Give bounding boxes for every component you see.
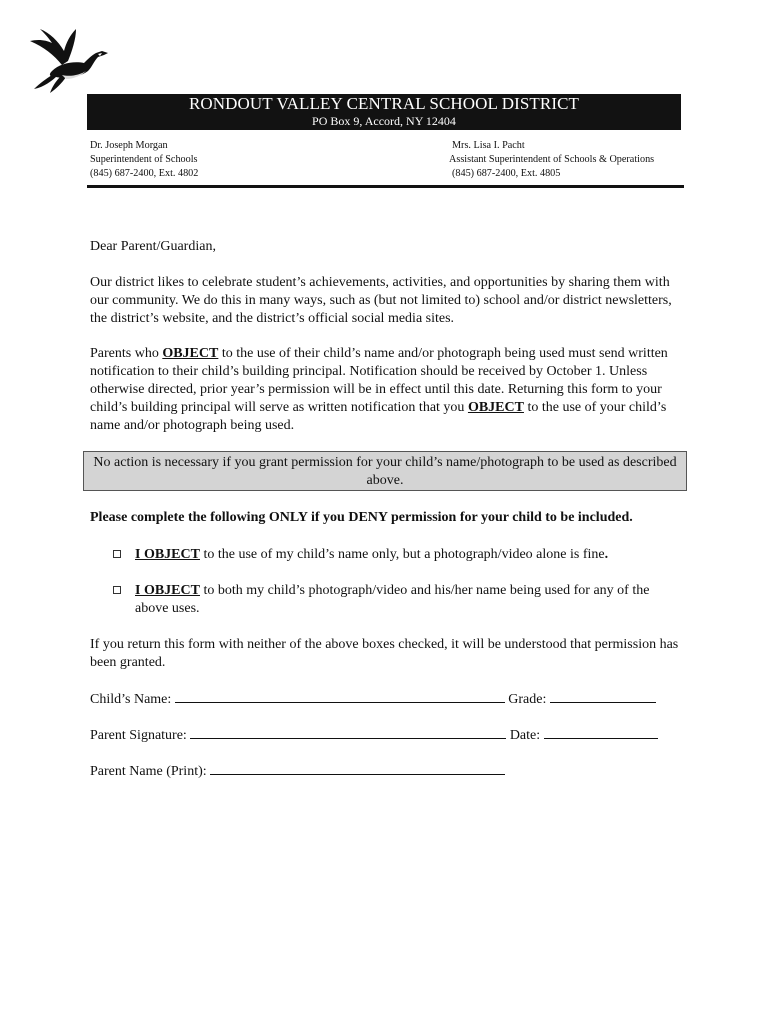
goose-logo [22,25,110,95]
date-label: Date: [506,728,544,743]
parent-name-line[interactable] [210,762,505,775]
grade-line[interactable] [550,690,656,703]
contact-name: Dr. Joseph Morgan [90,140,168,151]
header-divider [87,185,684,188]
contact-name: Mrs. Lisa I. Pacht [452,140,525,151]
objection-text-c: to the use of your child’s name and/or photograph being used. [90,399,667,433]
option2-text: to both my child’s photograph/video and his/her name being used for any of the above uses. [135,583,650,616]
grade-label: Grade: [504,692,550,707]
contact-title: Superintendent of Schools [90,154,198,165]
no-action-notice: No action is necessary if you grant permission for your child’s name/photograph to be used as described above. [83,451,687,491]
contact-title: Assistant Superintendent of Schools & Operations [449,154,655,165]
closing-text: If you return this form with neither of the above boxes checked, it will be understood that permission has been granted. [90,637,679,670]
objection-text-b: to the use of their child’s name and/or photograph being used must send written notification to their child’s building principal. Notification should be received by October 1. Unless otherwise directed, prior year’s permission will be in effect until this date. Returning this form to your child’s building principal will serve as written notification that you [90,346,668,415]
parent-signature-row [90,726,658,744]
child-name-row [90,690,656,708]
objection-text-a: Parents who [90,346,163,361]
parent-name-row [90,762,505,780]
parent-signature-label: Parent Signature: [90,728,191,743]
checkbox-photo-and-name[interactable] [113,586,121,594]
option1-text: to the use of my child’s name only, but a photograph/video alone is fine [199,547,605,562]
parent-name-label: Parent Name (Print): [90,764,211,779]
deny-heading: Please complete the following ONLY if you DENY permission for your child to be included. [90,510,633,525]
contact-phone: (845) 687-2400, Ext. 4802 [90,168,199,179]
closing-paragraph [90,636,680,672]
object-emphasis: OBJECT [467,399,524,415]
objection-paragraph [90,345,680,435]
assistant-superintendent-contact [449,139,654,181]
district-address: PO Box 9, Accord, NY 12404 [312,114,456,128]
contact-phone: (845) 687-2400, Ext. 4805 [452,168,561,179]
parent-signature-line[interactable] [190,726,506,739]
option2-label: I OBJECT [135,583,200,598]
district-name: RONDOUT VALLEY CENTRAL SCHOOL DISTRICT [188,94,580,113]
child-name-line[interactable] [175,690,505,703]
option1-period: . [604,547,609,562]
intro-text: Our district likes to celebrate student’s achievements, activities, and opportunities by sharing them with our community. We do this in many ways, such as (but not limited to) school and/or district newsletters, the district’s website, and the district’s official social media sites. [90,275,672,326]
child-name-label: Child’s Name: [90,692,175,707]
intro-paragraph [90,274,680,328]
salutation: Dear Parent/Guardian, [90,239,216,254]
date-line[interactable] [544,726,658,739]
superintendent-contact [90,139,198,181]
option1-label: I OBJECT [135,547,200,562]
district-banner [87,94,681,130]
checkbox-name-only[interactable] [113,550,121,558]
object-emphasis: OBJECT [162,346,219,361]
